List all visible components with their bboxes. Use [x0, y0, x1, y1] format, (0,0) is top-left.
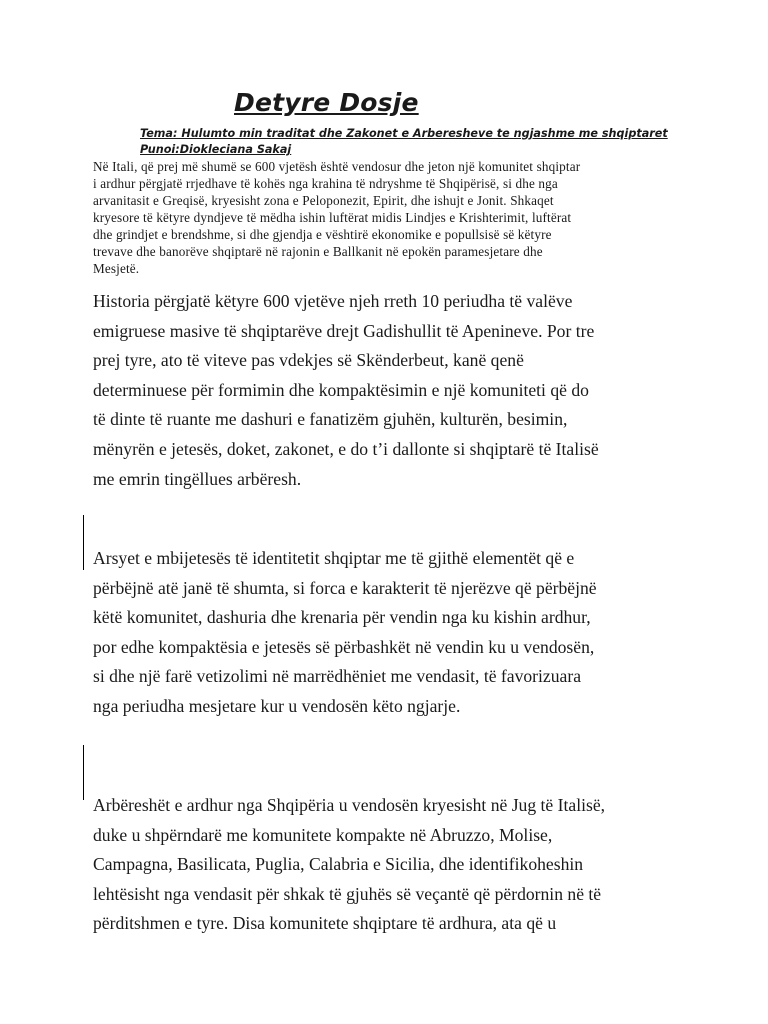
text-line: Arsyet e mbijetesës të identitetit shqiptar me të gjithë elementët që e — [93, 548, 575, 568]
text-line: arvanitasit e Greqisë, kryesisht zona e Peloponezit, Epirit, dhe ishujt e Jonit. Shkaqet — [93, 193, 554, 208]
text-line: përbëjnë atë janë të shumta, si forca e karakterit të njerëzve që përbëjnë — [93, 577, 597, 598]
body-paragraph-2 — [93, 544, 683, 722]
text-line: duke u shpërndarë me komunitete kompakte në Abruzzo, Molise, — [93, 824, 553, 845]
text-line: të dinte të ruante me dashuri e fanatizëm gjuhën, kulturën, besimin, — [93, 409, 568, 430]
text-line: por edhe kompaktësia e jetesës së përbashkët në vendin ku u vendosën, — [93, 636, 595, 657]
text-line: si dhe një farë vetizolimi në marrëdhëniet me vendasit, të favorizuara — [93, 666, 582, 687]
text-line: Arbëreshët e ardhur nga Shqipëria u vendosën kryesisht në Jug të Italisë, — [93, 795, 606, 815]
text-line: prej tyre, ato të viteve pas vdekjes së Skënderbeut, kanë qenë — [93, 350, 524, 371]
text-line: Në Itali, që prej më shumë se 600 vjetësh është vendosur dhe jeton një komunitet shqiptar — [93, 159, 581, 174]
author-line: Punoi:Diokleciana Sakaj — [140, 143, 292, 156]
document-title: Detyre Dosje — [234, 88, 419, 117]
text-line: emigruese masive të shqiptarëve drejt Gadishullit të Apenineve. Por tre — [93, 320, 595, 341]
text-line: nga periudha mesjetare kur u vendosën këto ngjarje. — [93, 695, 461, 716]
text-line: dhe grindjet e brendshme, si dhe gjendja e vështirë ekonomike e popullsisë së këtyre — [93, 227, 552, 242]
margin-bar — [83, 745, 84, 800]
text-line: determinuese për formimin dhe kompaktësimin e një komuniteti që do — [93, 379, 589, 400]
text-line: trevave dhe banorëve shqiptarë në rajonin e Ballkanit në epokën paramesjetare dhe — [93, 244, 543, 259]
margin-bar — [83, 515, 84, 570]
text-line: përditshmen e tyre. Disa komunitete shqiptare të ardhura, ata që u — [93, 913, 557, 934]
text-line: Historia përgjatë këtyre 600 vjetëve njeh rreth 10 periudha të valëve — [93, 291, 573, 311]
text-line: me emrin tingëllues arbëresh. — [93, 468, 302, 489]
text-line: kryesore të këtyre dyndjeve të mëdha ishin luftërat midis Lindjes e Krishterimit, luftërat — [93, 210, 572, 225]
text-line: lehtësisht nga vendasit për shkak të gjuhës së veçantë që përdornin në të — [93, 883, 602, 904]
text-line: këtë komunitet, dashuria dhe krenaria për vendin nga ku kishin ardhur, — [93, 607, 591, 628]
intro-paragraph — [93, 158, 683, 277]
text-line: mënyrën e jetesës, doket, zakonet, e do t’i dallonte si shqiptarë të Italisë — [93, 438, 599, 459]
topic-line: Tema: Hulumto min traditat dhe Zakonet e Arberesheve te ngjashme me shqiptaret — [140, 127, 668, 140]
body-paragraph-1 — [93, 287, 683, 494]
text-line: i ardhur përgjatë rrjedhave të kohës nga krahina të ndryshme të Shqipërisë, si dhe nga — [93, 176, 558, 191]
text-line: Mesjetë. — [93, 261, 140, 276]
body-paragraph-3 — [93, 791, 683, 939]
text-line: Campagna, Basilicata, Puglia, Calabria e Sicilia, dhe identifikoheshin — [93, 854, 584, 875]
